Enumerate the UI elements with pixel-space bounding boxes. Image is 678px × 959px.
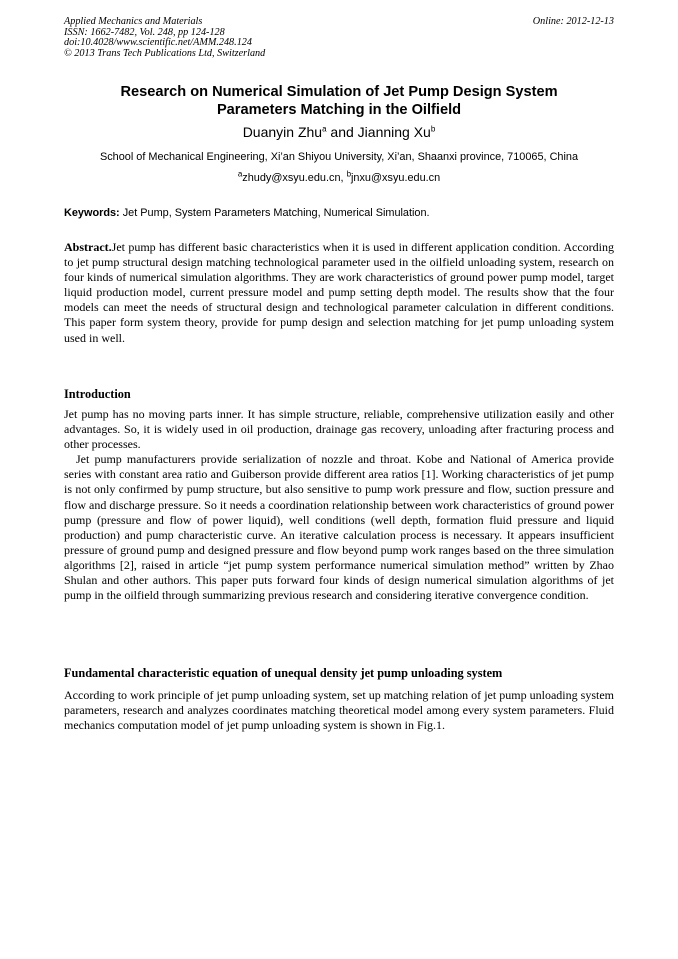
author-2-affil-mark: b: [430, 124, 436, 134]
author-1: Duanyin Zhu: [242, 124, 323, 140]
section-heading-fundamental: Fundamental characteristic equation of unequal density jet pump unloading system: [64, 666, 503, 680]
keywords-label: Keywords:: [64, 207, 120, 219]
author-emails: [64, 171, 614, 185]
paper-title: [64, 83, 614, 119]
title-line-1: Research on Numerical Simulation of Jet Pump Design System: [120, 84, 558, 100]
email-b-mark: b: [346, 169, 352, 179]
affiliation: School of Mechanical Engineering, Xi’an Shiyou University, Xi’an, Shaanxi province, 710065, China: [99, 151, 579, 163]
email-a-mark: a: [237, 169, 243, 179]
journal-header: [64, 17, 265, 59]
fundamental-paragraph-1: According to work principle of jet pump unloading system, set up matching relation of jet pump unloading system parameters, research and analyzes coordinates matching theoretical model among every system parameters. Fluid mechanics computation model of jet pump unloading system is shown in Fig.1.: [64, 688, 614, 733]
author-conjunction: and: [326, 124, 358, 140]
keywords-text: Jet Pump, System Parameters Matching, Numerical Simulation.: [119, 207, 430, 219]
online-date: Online: 2012-12-13: [532, 16, 614, 27]
abstract-label: Abstract.: [64, 240, 112, 254]
introduction-body: [64, 407, 614, 603]
author-1-affil-mark: a: [322, 124, 327, 134]
abstract: [64, 240, 614, 346]
section-heading-introduction: Introduction: [64, 387, 131, 401]
title-line-2: Parameters Matching in the Oilfield: [216, 102, 462, 118]
issn-line: ISSN: 1662-7482, Vol. 248, pp 124-128: [64, 26, 225, 38]
fundamental-body: [64, 688, 614, 733]
author-2: Jianning Xu: [357, 124, 431, 140]
email-a: zhudy@xsyu.edu.cn,: [242, 172, 344, 184]
abstract-text: Jet pump has different basic characteristics when it is used in different application condition. According to jet pump structural design matching technological parameter used in the oilfield unloading system, research on four kinds of numerical simulation algorithms. They are work characteristics of ground power pump model, target liquid production model, current pressure model and pump setting depth model. The results show that the four models can meet the needs of structural design and technological parameter calculation in different conditions. This paper form system theory, provide for pump design and selection matching for jet pump unloading system used in well.: [64, 240, 614, 345]
doi-line: doi:10.4028/www.scientific.net/AMM.248.124: [64, 37, 252, 49]
intro-paragraph-2: Jet pump manufacturers provide serialization of nozzle and throat. Kobe and National of America provide series with constant area ratio and Guiberson provide different area ratios [1]. Working characteristics of jet pump is not only confirmed by pump structure, but also sensitive to pump work pressure and flow, suction pressure and flow and discharge pressure. So it needs a coordination relationship between work characteristics of ground power pump (pressure and flow of power liquid), well conditions (well depth, formation fluid pressure and liquid production) and pump characteristic curve. An iterative calculation process is necessary. It appears insufficient pressure of ground pump and designed pressure and flow beyond pump work ranges based on the three simulation algorithms [2], raised in article “jet pump system performance numerical simulation method” written by Zhao Shulan and other authors. This paper puts forward four kinds of design numerical simulation algorithms of jet pump in the oilfield through summarizing previous research and considering iterative convergence condition.: [64, 452, 614, 603]
email-b: jnxu@xsyu.edu.cn: [351, 172, 441, 184]
journal-name: Applied Mechanics and Materials: [64, 16, 203, 27]
keywords: [64, 206, 614, 220]
author-list: [64, 124, 614, 141]
intro-paragraph-1: Jet pump has no moving parts inner. It has simple structure, reliable, comprehensive utilization easily and other advantages. So, it is widely used in oil production, drainage gas recovery, unloading after fracturing process and other processes.: [64, 407, 614, 452]
copyright-line: © 2013 Trans Tech Publications Ltd, Switzerland: [64, 47, 266, 59]
